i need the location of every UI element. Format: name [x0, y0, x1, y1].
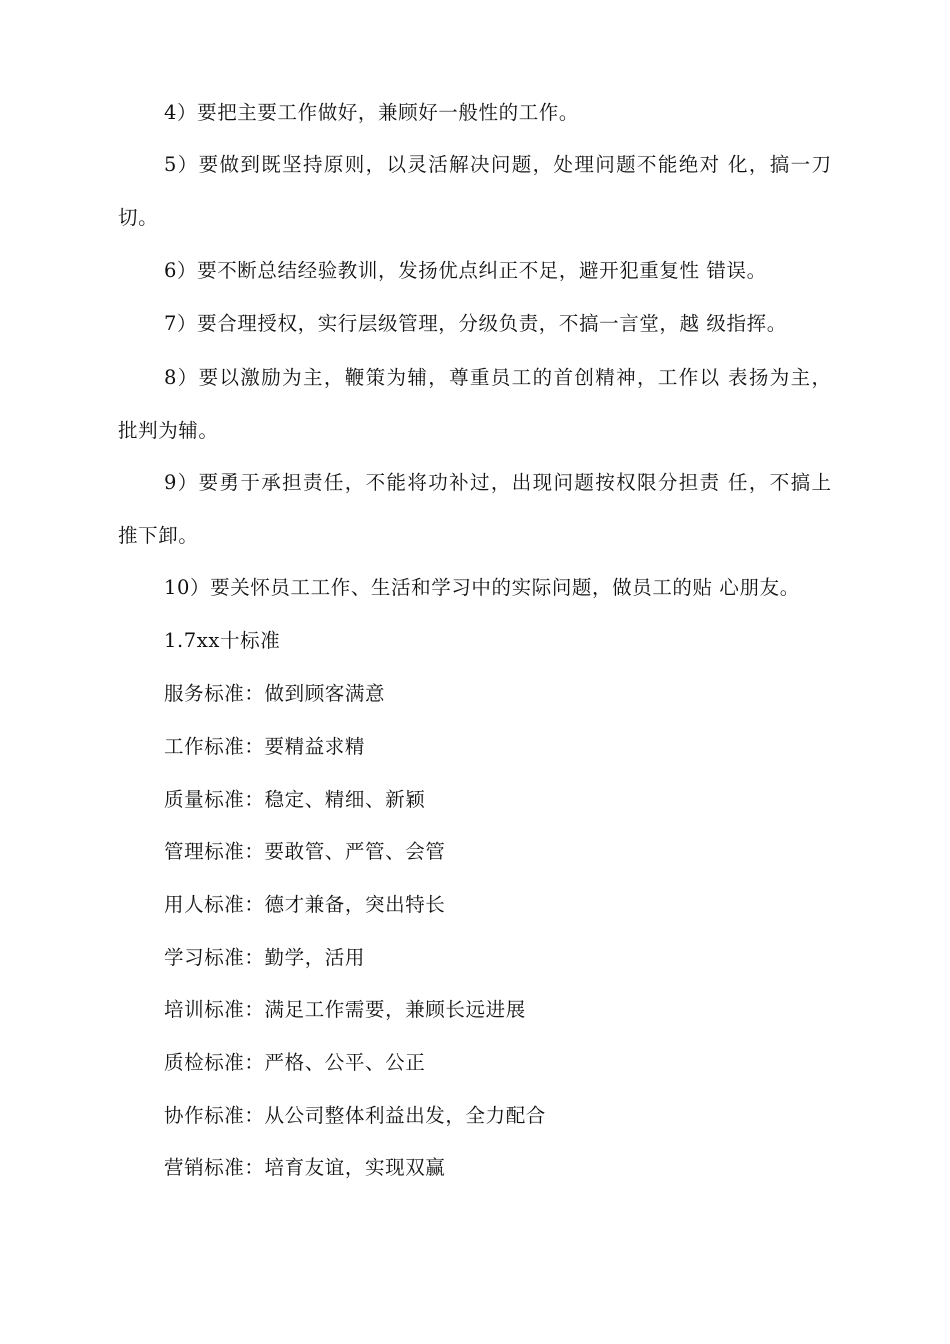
standard-inspection: 质检标准：严格、公平、公正 [164, 1051, 426, 1074]
standard-staffing: 用人标准：德才兼备，突出特长 [164, 893, 446, 916]
paragraph-item-10: 10）要关怀员工工作、生活和学习中的实际问题，做员工的贴 心朋友。 [164, 576, 800, 599]
paragraph-item-4: 4）要把主要工作做好，兼顾好一般性的工作。 [164, 101, 580, 124]
paragraph-item-5-line2: 切。 [118, 206, 159, 229]
section-heading: 1.7xx十标准 [164, 629, 281, 652]
paragraph-item-7: 7）要合理授权，实行层级管理，分级负责，不搞一言堂，越 级指挥。 [164, 312, 787, 335]
paragraph-item-8-line1: 8）要以激励为主，鞭策为辅，尊重员工的首创精神，工作以 表扬为主， [164, 366, 831, 389]
standard-work: 工作标准：要精益求精 [164, 735, 366, 758]
paragraph-item-5-line1: 5）要做到既坚持原则，以灵活解决问题，处理问题不能绝对 化，搞一刀 [164, 153, 831, 176]
paragraph-item-6: 6）要不断总结经验教训，发扬优点纠正不足，避开犯重复性 错误。 [164, 259, 767, 282]
standard-cooperation: 协作标准：从公司整体利益出发，全力配合 [164, 1104, 546, 1127]
standard-management: 管理标准：要敢管、严管、会管 [164, 840, 446, 863]
paragraph-item-9-line1: 9）要勇于承担责任，不能将功补过，出现问题按权限分担责 任，不搞上 [164, 471, 831, 494]
standard-marketing: 营销标准：培育友谊，实现双赢 [164, 1156, 446, 1179]
standard-service: 服务标准：做到顾客满意 [164, 682, 386, 705]
paragraph-item-8-line2: 批判为辅。 [118, 419, 219, 442]
paragraph-item-9-line2: 推下卸。 [118, 524, 199, 547]
standard-learning: 学习标准：勤学，活用 [164, 946, 366, 969]
standard-quality: 质量标准：稳定、精细、新颖 [164, 788, 426, 811]
standard-training: 培训标准：满足工作需要，兼顾长远进展 [164, 998, 526, 1021]
